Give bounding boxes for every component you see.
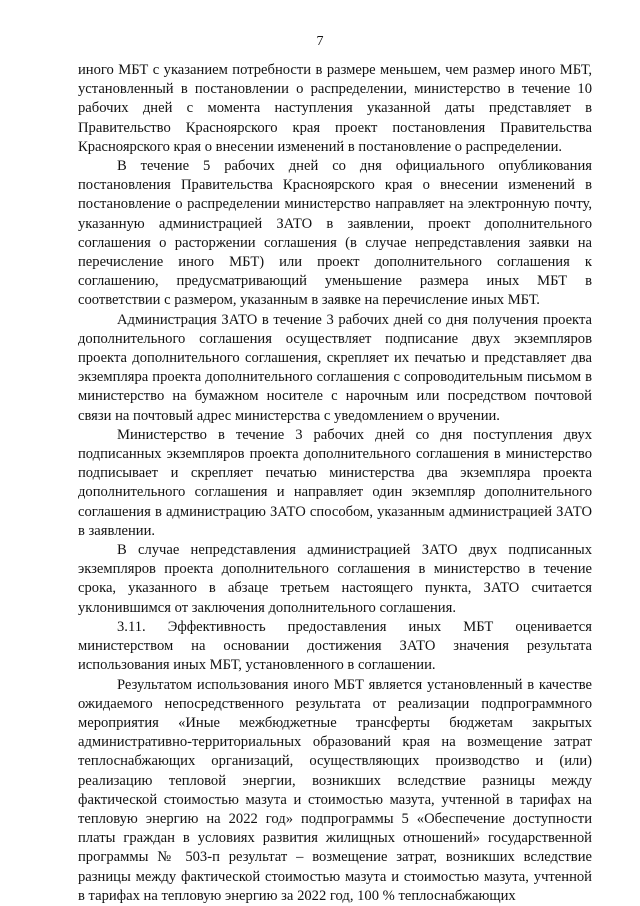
paragraph-administration-signing: Администрация ЗАТО в течение 3 рабочих дней со дня получения проекта дополнительного соглашения осуществляет подписание двух экземпляров проекта дополнительного соглашения, скрепляет их печатью и представляет два экземпляра проекта дополнительного соглашения с сопроводительным письмом в министерство на бумажном носителе с нарочным или посредством почтовой связи на почтовый адрес министерства с уведомлением о вручении. [78,311,592,424]
paragraph-result-definition: Результатом использования иного МБТ является установленный в качестве ожидаемого непосредственного результата от реализации подпрограммного мероприятия «Иные межбюджетные трансферты бюджетам закрытых административно-территориальных образований края на возмещение затрат теплоснабжающих организаций, осуществляющих производство и (или) реализацию тепловой энергии, возникших вследствие разницы между фактической стоимостью мазута и стоимостью мазута, учтенной в тарифах на тепловую энергию на 2022 год» подпрограммы 5 «Обеспечение доступности платы граждан в условиях развития жилищных отношений» государственной программы № 503-п результат – возмещение затрат, возникших вследствие разницы между фактической стоимостью мазута и стоимостью мазута, учтенной в тарифах на тепловую энергию за 2022 год, 100 % теплоснабжающих [78,676,592,904]
paragraph-publication-deadline: В течение 5 рабочих дней со дня официального опубликования постановления Правительства Красноярского края о внесении изменений в постановление о распределении министерство направляет на электронную почту, указанную администрацией ЗАТО в заявлении, проект дополнительного соглашения о расторжении соглашения (в случае непредставления заявки на перечисление иного МБТ) или проект дополнительного соглашения к соглашению, предусматривающий уменьшение размера иных МБТ в соответствии с размером, указанным в заявке на перечисление иных МБТ. [78,158,592,309]
paragraph-continuation: иного МБТ с указанием потребности в размере меньшем, чем размер иного МБТ, установленный в постановлении о распределении, министерство в течение 10 рабочих дней с момента наступления указанной даты представляет в Правительство Красноярского края проект постановления Правительства Красноярского края о внесении изменений в постановление о распределении. [78,62,592,155]
paragraph-section-3-11: 3.11. Эффективность предоставления иных МБТ оценивается министерством на основании достижения ЗАТО значения результата использования иных МБТ, установленного в соглашении. [78,618,592,674]
document-body [78,61,592,906]
page-number: 7 [316,34,324,49]
paragraph-non-submission: В случае непредставления администрацией ЗАТО двух подписанных экземпляров проекта дополнительного соглашения в министерство в течение срока, указанного в абзаце третьем настоящего пункта, ЗАТО считается уклонившимся от заключения дополнительного соглашения. [78,542,592,616]
paragraph-ministry-signing: Министерство в течение 3 рабочих дней со дня поступления двух подписанных экземпляров проекта дополнительного соглашения в министерство подписывает и скрепляет печатью министерства два экземпляра проекта дополнительного соглашения и направляет один экземпляр дополнительного соглашения в администрацию ЗАТО способом, указанным администрацией ЗАТО в заявлении. [78,426,592,539]
